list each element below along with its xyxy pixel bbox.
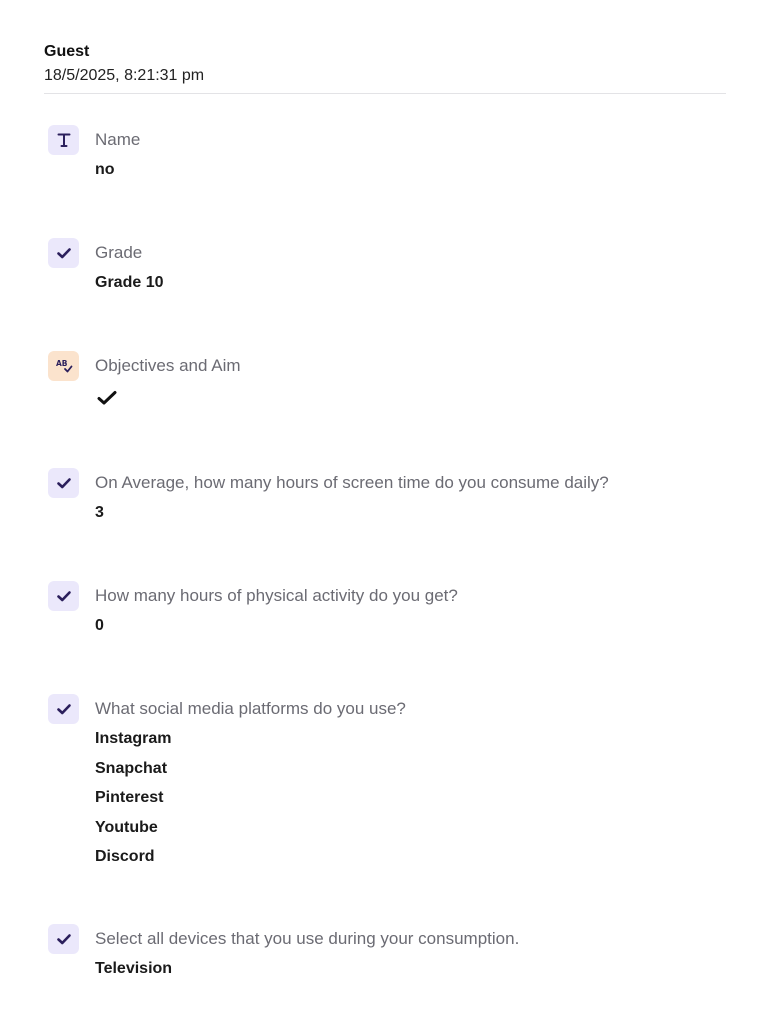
answer-list — [95, 160, 115, 190]
answer-value: 3 — [95, 504, 104, 521]
question-label: How many hours of physical activity do you get? — [95, 586, 458, 605]
answer-list — [95, 959, 172, 989]
text-icon — [48, 125, 79, 155]
answer-value: Youtube — [95, 818, 158, 836]
check-icon — [48, 924, 79, 954]
question-label: What social media platforms do you use? — [95, 699, 406, 718]
respondent-name: Guest — [44, 43, 90, 60]
answer-list — [95, 273, 163, 303]
check-icon — [48, 238, 79, 268]
question-label: Grade — [95, 243, 143, 262]
answer-value: Grade 10 — [95, 274, 164, 291]
answer-list — [95, 729, 171, 877]
answer-check-icon — [97, 389, 117, 412]
check-icon — [48, 581, 79, 611]
answer-value: Snapchat — [95, 759, 168, 777]
answer-value: Instagram — [95, 730, 172, 747]
answer-value: Pinterest — [95, 789, 164, 806]
answer-value: Television — [95, 960, 173, 977]
response-header — [44, 42, 726, 94]
check-icon — [48, 694, 79, 724]
answer-value: Discord — [95, 848, 155, 865]
question-label: Select all devices that you use during your consumption. — [95, 929, 520, 948]
question-label: Name — [95, 130, 141, 149]
rating-icon — [48, 351, 79, 381]
answer-value: no — [95, 161, 115, 178]
answer-value: 0 — [95, 617, 104, 634]
answer-list — [95, 616, 104, 646]
check-icon — [48, 468, 79, 498]
question-label: Objectives and Aim — [95, 356, 241, 375]
question-label: On Average, how many hours of screen time do you consume daily? — [95, 473, 609, 492]
svg-text:AB: AB — [55, 359, 68, 368]
answer-list — [95, 503, 104, 533]
response-timestamp: 18/5/2025, 8:21:31 pm — [44, 67, 205, 84]
